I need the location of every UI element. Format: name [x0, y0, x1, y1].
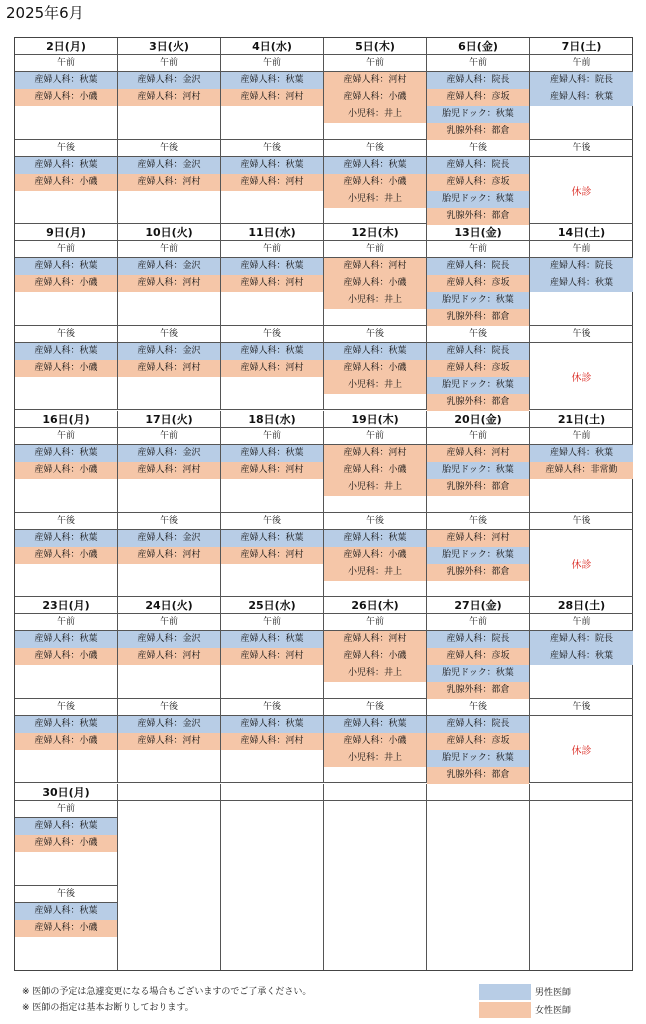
pm-slot [118, 157, 221, 224]
pm-slot [427, 530, 530, 597]
closed-label: 休診 [571, 373, 592, 384]
doctor-entry: 産婦人科：秋葉 [324, 343, 426, 360]
day-column [15, 224, 118, 410]
doctor-entry: 小児科：井上 [324, 106, 426, 123]
closed-label: 休診 [571, 746, 592, 757]
pm-slot [15, 343, 118, 410]
am-slot [530, 631, 633, 699]
doctor-entry: 産婦人科：秋葉 [15, 343, 117, 360]
doctor-entry: 産婦人科：小磯 [15, 835, 117, 852]
doctor-entry: 産婦人科：秋葉 [530, 89, 633, 106]
pm-label: 午後 [324, 326, 427, 343]
doctor-entry: 産婦人科：彦坂 [427, 733, 529, 750]
pm-slot [427, 157, 530, 224]
day-header: 5日(木) [324, 38, 427, 55]
pm-label: 午後 [221, 140, 324, 157]
doctor-entry: 産婦人科：秋葉 [221, 716, 323, 733]
pm-slot [427, 716, 530, 783]
pm-label: 午後 [324, 699, 427, 716]
closed-label: 休診 [571, 560, 592, 571]
day-column [118, 38, 221, 224]
empty-day-header [118, 784, 221, 801]
doctor-entry: 小児科：井上 [324, 479, 426, 496]
doctor-entry: 産婦人科：河村 [324, 72, 426, 89]
day-header: 19日(木) [324, 411, 427, 428]
doctor-entry: 産婦人科：小磯 [324, 275, 426, 292]
doctor-entry: 産婦人科：秋葉 [15, 818, 117, 835]
pm-slot [427, 343, 530, 410]
am-slot [221, 445, 324, 513]
doctor-entry: 胎児ドック：秋葉 [427, 665, 529, 682]
doctor-entry: 産婦人科：河村 [324, 258, 426, 275]
am-label: 午前 [118, 55, 221, 72]
doctor-entry: 産婦人科：小磯 [15, 89, 117, 106]
doctor-entry: 産婦人科：小磯 [15, 733, 117, 750]
doctor-entry: 産婦人科：河村 [118, 648, 220, 665]
am-label: 午前 [427, 55, 530, 72]
day-header: 7日(土) [530, 38, 633, 55]
day-header: 14日(土) [530, 224, 633, 241]
day-column [324, 224, 427, 410]
pm-label: 午後 [15, 326, 118, 343]
doctor-entry: 産婦人科：小磯 [324, 462, 426, 479]
doctor-entry: 産婦人科：院長 [427, 631, 529, 648]
am-slot [221, 631, 324, 699]
day-column [118, 224, 221, 410]
notes [22, 984, 311, 1016]
pm-label: 午後 [15, 699, 118, 716]
pm-label: 午後 [530, 699, 633, 716]
day-header: 2日(月) [15, 38, 118, 55]
pm-slot [15, 157, 118, 224]
doctor-entry: 産婦人科：河村 [118, 174, 220, 191]
doctor-entry: 胎児ドック：秋葉 [427, 750, 529, 767]
day-column [118, 784, 221, 970]
am-label: 午前 [221, 55, 324, 72]
doctor-entry: 産婦人科：秋葉 [15, 157, 117, 174]
am-slot [118, 445, 221, 513]
doctor-entry: 産婦人科：秋葉 [530, 648, 633, 665]
doctor-entry: 産婦人科：金沢 [118, 445, 220, 462]
pm-label: 午後 [530, 326, 633, 343]
doctor-entry: 産婦人科：河村 [221, 89, 323, 106]
empty-day-header [221, 784, 324, 801]
day-column [324, 784, 427, 970]
am-slot [118, 258, 221, 326]
doctor-entry: 産婦人科：小磯 [15, 462, 117, 479]
pm-label: 午後 [118, 513, 221, 530]
schedule-grid [14, 37, 633, 971]
day-column [427, 597, 530, 783]
doctor-entry: 胎児ドック：秋葉 [427, 547, 529, 564]
am-label: 午前 [427, 428, 530, 445]
doctor-entry: 産婦人科：秋葉 [221, 258, 323, 275]
day-header: 10日(火) [118, 224, 221, 241]
am-slot [324, 258, 427, 326]
legend-female-swatch [479, 1002, 531, 1018]
pm-label: 午後 [15, 140, 118, 157]
day-column [15, 597, 118, 783]
am-slot [118, 72, 221, 140]
doctor-entry: 産婦人科：非常勤 [530, 462, 633, 479]
doctor-entry: 産婦人科：秋葉 [15, 530, 117, 547]
pm-slot [15, 530, 118, 597]
day-column [15, 411, 118, 597]
am-label: 午前 [427, 614, 530, 631]
doctor-entry: 産婦人科：秋葉 [221, 72, 323, 89]
doctor-entry: 産婦人科：河村 [221, 547, 323, 564]
am-label: 午前 [324, 55, 427, 72]
doctor-entry: 産婦人科：院長 [530, 72, 633, 89]
day-header: 16日(月) [15, 411, 118, 428]
doctor-entry: 産婦人科：河村 [221, 360, 323, 377]
doctor-entry: 小児科：井上 [324, 564, 426, 581]
pm-slot [221, 157, 324, 224]
am-slot [324, 72, 427, 140]
doctor-entry: 胎児ドック：秋葉 [427, 292, 529, 309]
day-header: 4日(水) [221, 38, 324, 55]
doctor-entry: 胎児ドック：秋葉 [427, 377, 529, 394]
am-label: 午前 [15, 55, 118, 72]
doctor-entry: 産婦人科：彦坂 [427, 89, 529, 106]
day-column [324, 38, 427, 224]
am-label: 午前 [324, 614, 427, 631]
doctor-entry: 産婦人科：院長 [427, 157, 529, 174]
doctor-entry: 産婦人科：小磯 [15, 920, 117, 937]
doctor-entry: 産婦人科：秋葉 [221, 343, 323, 360]
empty-day-header [427, 784, 530, 801]
am-label: 午前 [221, 241, 324, 258]
doctor-entry: 産婦人科：小磯 [324, 648, 426, 665]
doctor-entry: 産婦人科：秋葉 [15, 258, 117, 275]
am-label: 午前 [530, 55, 633, 72]
pm-slot [530, 343, 633, 410]
doctor-entry: 産婦人科：秋葉 [324, 716, 426, 733]
am-label: 午前 [324, 241, 427, 258]
pm-slot [15, 716, 118, 783]
empty-day-cell [324, 801, 427, 970]
am-slot [221, 72, 324, 140]
legend-female [479, 1001, 571, 1018]
am-label: 午前 [15, 801, 118, 818]
pm-label: 午後 [118, 699, 221, 716]
pm-slot [324, 343, 427, 410]
doctor-entry: 産婦人科：彦坂 [427, 275, 529, 292]
am-slot [15, 445, 118, 513]
pm-label: 午後 [221, 326, 324, 343]
doctor-entry: 小児科：井上 [324, 292, 426, 309]
day-column [530, 784, 633, 970]
am-label: 午前 [118, 614, 221, 631]
doctor-entry: 乳腺外科：都倉 [427, 564, 529, 581]
am-slot [427, 72, 530, 140]
pm-label: 午後 [530, 513, 633, 530]
doctor-entry: 産婦人科：小磯 [15, 360, 117, 377]
note-doctor-request: ※ 医師の指定は基本お断りしております。 [22, 1003, 194, 1013]
doctor-entry: 小児科：井上 [324, 191, 426, 208]
day-column [324, 411, 427, 597]
legend-male-swatch [479, 984, 531, 1000]
am-label: 午前 [15, 614, 118, 631]
doctor-entry: 産婦人科：小磯 [324, 174, 426, 191]
day-column [118, 411, 221, 597]
doctor-entry: 産婦人科：河村 [118, 360, 220, 377]
doctor-entry: 産婦人科：秋葉 [15, 631, 117, 648]
doctor-entry: 小児科：井上 [324, 750, 426, 767]
am-slot [221, 258, 324, 326]
pm-label: 午後 [530, 140, 633, 157]
doctor-entry: 産婦人科：河村 [118, 89, 220, 106]
doctor-entry: 産婦人科：秋葉 [15, 445, 117, 462]
doctor-entry: 胎児ドック：秋葉 [427, 106, 529, 123]
day-column [530, 411, 633, 597]
doctor-entry: 小児科：井上 [324, 377, 426, 394]
doctor-entry: 胎児ドック：秋葉 [427, 191, 529, 208]
am-label: 午前 [15, 241, 118, 258]
am-slot [15, 631, 118, 699]
am-slot [427, 258, 530, 326]
doctor-entry: 産婦人科：小磯 [15, 275, 117, 292]
doctor-entry: 産婦人科：小磯 [324, 360, 426, 377]
doctor-entry: 産婦人科：金沢 [118, 72, 220, 89]
day-column [221, 38, 324, 224]
empty-day-header [530, 784, 633, 801]
doctor-entry: 産婦人科：院長 [427, 716, 529, 733]
doctor-entry: 産婦人科：秋葉 [221, 157, 323, 174]
day-column [221, 411, 324, 597]
am-label: 午前 [530, 241, 633, 258]
doctor-entry: 産婦人科：秋葉 [15, 716, 117, 733]
pm-label: 午後 [427, 699, 530, 716]
day-column [221, 224, 324, 410]
day-header: 27日(金) [427, 597, 530, 614]
day-column [427, 411, 530, 597]
doctor-entry: 産婦人科：金沢 [118, 716, 220, 733]
pm-label: 午後 [324, 140, 427, 157]
am-label: 午前 [324, 428, 427, 445]
pm-label: 午後 [15, 886, 118, 903]
day-header: 12日(木) [324, 224, 427, 241]
pm-slot [530, 530, 633, 597]
day-header: 18日(水) [221, 411, 324, 428]
doctor-entry: 産婦人科：金沢 [118, 343, 220, 360]
am-slot [118, 631, 221, 699]
legend-female-label: 女性医師 [535, 1006, 572, 1016]
pm-label: 午後 [15, 513, 118, 530]
doctor-entry: 産婦人科：秋葉 [324, 157, 426, 174]
pm-slot [15, 903, 118, 970]
day-header: 26日(木) [324, 597, 427, 614]
am-slot [530, 445, 633, 513]
doctor-entry: 産婦人科：秋葉 [530, 275, 633, 292]
doctor-entry: 産婦人科：小磯 [324, 89, 426, 106]
am-label: 午前 [118, 428, 221, 445]
doctor-entry: 産婦人科：秋葉 [15, 72, 117, 89]
pm-label: 午後 [221, 513, 324, 530]
day-header: 21日(土) [530, 411, 633, 428]
doctor-entry: 産婦人科：河村 [221, 174, 323, 191]
doctor-entry: 産婦人科：河村 [427, 530, 529, 547]
day-header: 25日(水) [221, 597, 324, 614]
doctor-entry: 産婦人科：小磯 [15, 547, 117, 564]
day-column [427, 224, 530, 410]
day-column [118, 597, 221, 783]
doctor-entry: 乳腺外科：都倉 [427, 123, 529, 140]
doctor-entry: 乳腺外科：都倉 [427, 682, 529, 699]
day-column [530, 597, 633, 783]
day-header: 23日(月) [15, 597, 118, 614]
page-title: 2025年6月 [6, 4, 84, 22]
day-header: 13日(金) [427, 224, 530, 241]
day-column [15, 784, 118, 970]
doctor-entry: 乳腺外科：都倉 [427, 309, 529, 326]
am-slot [530, 72, 633, 140]
empty-day-header [324, 784, 427, 801]
pm-label: 午後 [427, 326, 530, 343]
doctor-entry: 乳腺外科：都倉 [427, 479, 529, 496]
am-label: 午前 [15, 428, 118, 445]
am-label: 午前 [530, 614, 633, 631]
doctor-entry: 産婦人科：小磯 [324, 547, 426, 564]
pm-label: 午後 [118, 326, 221, 343]
doctor-entry: 産婦人科：河村 [221, 275, 323, 292]
doctor-entry: 産婦人科：彦坂 [427, 360, 529, 377]
day-column [221, 597, 324, 783]
doctor-entry: 産婦人科：小磯 [324, 733, 426, 750]
doctor-entry: 産婦人科：金沢 [118, 530, 220, 547]
empty-day-cell [118, 801, 221, 970]
doctor-entry: 産婦人科：院長 [530, 258, 633, 275]
doctor-entry: 産婦人科：金沢 [118, 157, 220, 174]
empty-day-cell [221, 801, 324, 970]
am-slot [15, 258, 118, 326]
doctor-entry: 産婦人科：小磯 [15, 648, 117, 665]
pm-label: 午後 [427, 140, 530, 157]
day-column [15, 38, 118, 224]
day-header: 3日(火) [118, 38, 221, 55]
day-header: 11日(水) [221, 224, 324, 241]
pm-slot [324, 157, 427, 224]
doctor-entry: 産婦人科：小磯 [15, 174, 117, 191]
am-slot [15, 72, 118, 140]
doctor-entry: 産婦人科：秋葉 [15, 903, 117, 920]
pm-label: 午後 [118, 140, 221, 157]
closed-label: 休診 [571, 187, 592, 198]
day-header: 6日(金) [427, 38, 530, 55]
day-column [427, 38, 530, 224]
am-slot [15, 818, 118, 886]
pm-slot [221, 716, 324, 783]
am-label: 午前 [118, 241, 221, 258]
doctor-entry: 産婦人科：秋葉 [530, 445, 633, 462]
am-slot [427, 445, 530, 513]
pm-slot [530, 157, 633, 224]
doctor-entry: 産婦人科：河村 [118, 275, 220, 292]
pm-slot [118, 716, 221, 783]
legend [479, 983, 571, 1019]
doctor-entry: 乳腺外科：都倉 [427, 208, 529, 225]
doctor-entry: 胎児ドック：秋葉 [427, 462, 529, 479]
doctor-entry: 産婦人科：河村 [221, 462, 323, 479]
pm-slot [221, 530, 324, 597]
doctor-entry: 乳腺外科：都倉 [427, 767, 529, 784]
am-slot [324, 445, 427, 513]
am-label: 午前 [530, 428, 633, 445]
pm-slot [118, 530, 221, 597]
am-label: 午前 [427, 241, 530, 258]
note-schedule-change: ※ 医師の予定は急遽変更になる場合もございますのでご了承ください。 [22, 987, 312, 997]
day-header: 28日(土) [530, 597, 633, 614]
pm-slot [221, 343, 324, 410]
doctor-entry: 産婦人科：河村 [324, 445, 426, 462]
pm-slot [324, 716, 427, 783]
doctor-entry: 産婦人科：金沢 [118, 258, 220, 275]
pm-label: 午後 [324, 513, 427, 530]
day-header: 20日(金) [427, 411, 530, 428]
doctor-entry: 産婦人科：秋葉 [324, 530, 426, 547]
day-column [530, 224, 633, 410]
day-column [530, 38, 633, 224]
day-header: 9日(月) [15, 224, 118, 241]
pm-slot [118, 343, 221, 410]
day-column [427, 784, 530, 970]
day-header: 17日(火) [118, 411, 221, 428]
doctor-entry: 産婦人科：金沢 [118, 631, 220, 648]
doctor-entry: 産婦人科：河村 [118, 547, 220, 564]
doctor-entry: 産婦人科：彦坂 [427, 174, 529, 191]
doctor-entry: 産婦人科：河村 [427, 445, 529, 462]
doctor-entry: 産婦人科：河村 [324, 631, 426, 648]
doctor-entry: 産婦人科：秋葉 [221, 530, 323, 547]
pm-label: 午後 [221, 699, 324, 716]
doctor-entry: 産婦人科：河村 [221, 733, 323, 750]
doctor-entry: 産婦人科：院長 [530, 631, 633, 648]
doctor-entry: 産婦人科：河村 [118, 462, 220, 479]
doctor-entry: 産婦人科：河村 [221, 648, 323, 665]
empty-day-cell [530, 801, 633, 970]
doctor-entry: 産婦人科：秋葉 [221, 445, 323, 462]
doctor-entry: 産婦人科：院長 [427, 343, 529, 360]
empty-day-cell [427, 801, 530, 970]
am-label: 午前 [221, 614, 324, 631]
am-slot [324, 631, 427, 699]
pm-slot [324, 530, 427, 597]
am-slot [427, 631, 530, 699]
legend-male-label: 男性医師 [535, 988, 572, 998]
am-label: 午前 [221, 428, 324, 445]
pm-slot [530, 716, 633, 783]
day-column [324, 597, 427, 783]
day-header: 30日(月) [15, 784, 118, 801]
day-header: 24日(火) [118, 597, 221, 614]
doctor-entry: 小児科：井上 [324, 665, 426, 682]
doctor-entry: 産婦人科：彦坂 [427, 648, 529, 665]
pm-label: 午後 [427, 513, 530, 530]
doctor-entry: 産婦人科：秋葉 [221, 631, 323, 648]
legend-male [479, 983, 571, 1000]
doctor-entry: 乳腺外科：都倉 [427, 394, 529, 411]
doctor-entry: 産婦人科：河村 [118, 733, 220, 750]
doctor-entry: 産婦人科：院長 [427, 258, 529, 275]
day-column [221, 784, 324, 970]
doctor-entry: 産婦人科：院長 [427, 72, 529, 89]
am-slot [530, 258, 633, 326]
